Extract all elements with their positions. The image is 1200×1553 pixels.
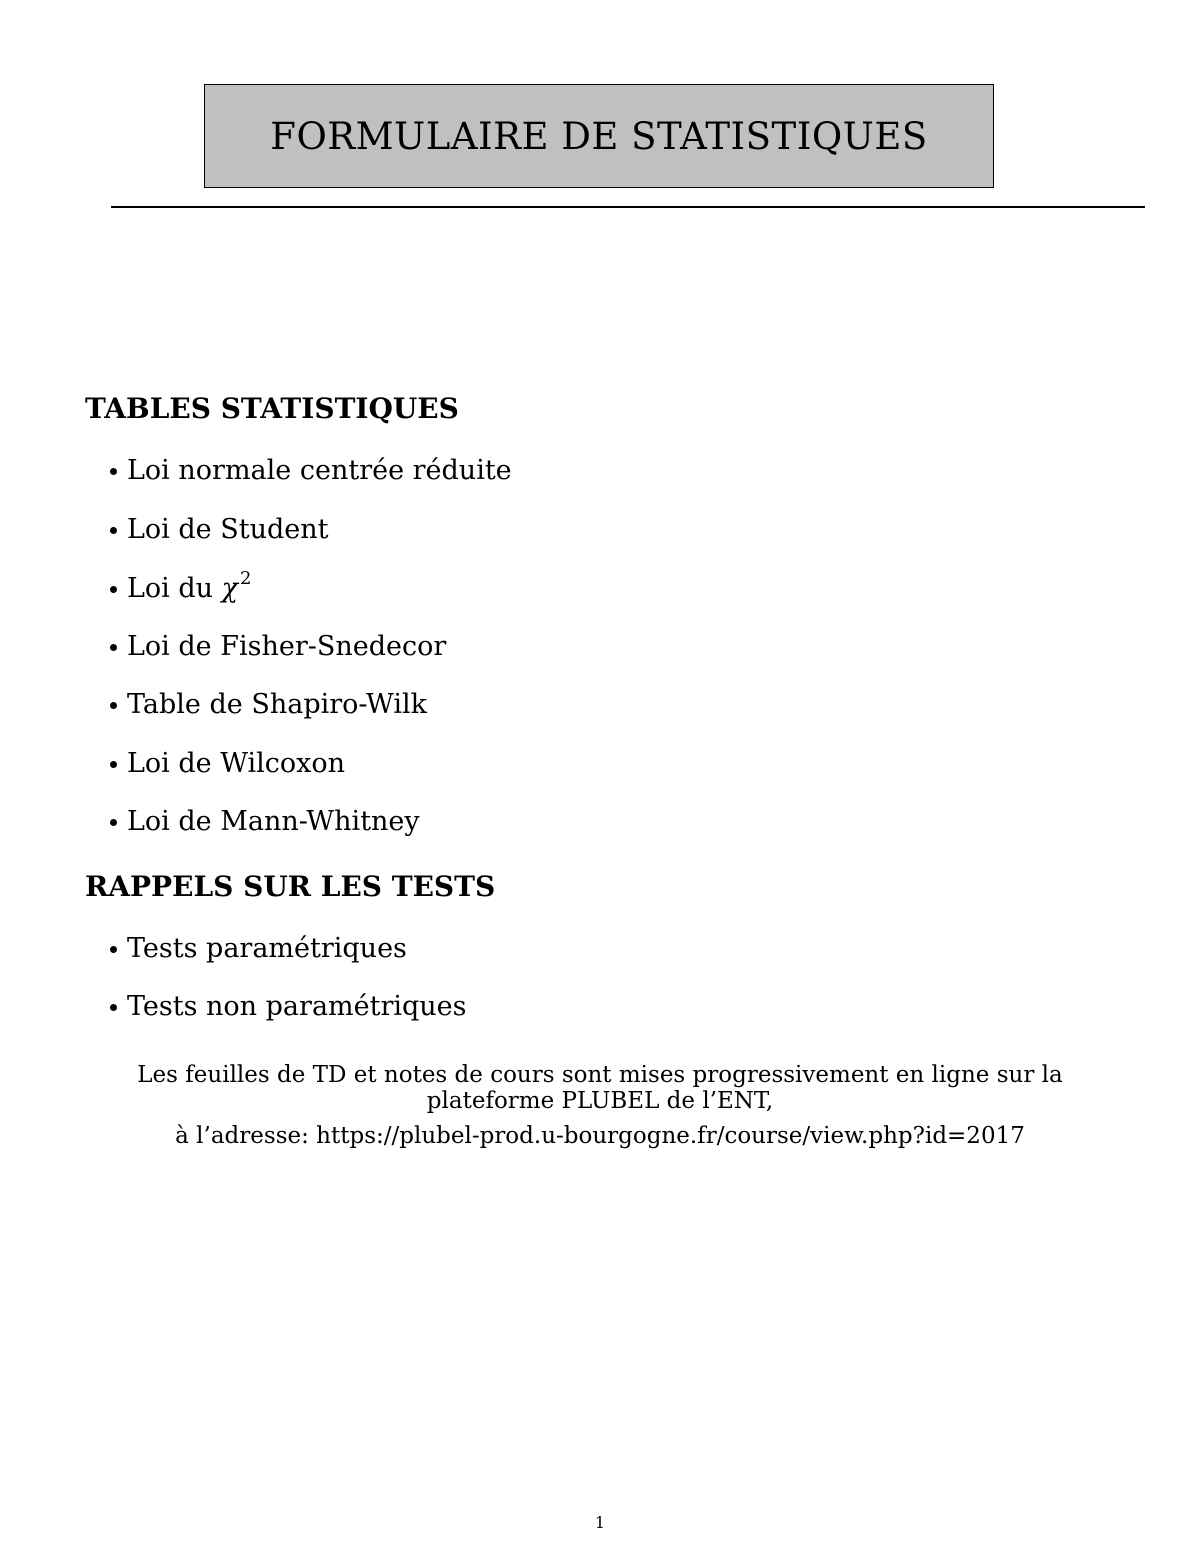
bullet-icon xyxy=(110,761,117,768)
note-line-2: plateforme PLUBEL de l’ENT, xyxy=(426,1088,774,1114)
title-box xyxy=(204,84,994,188)
list-item-label: Loi de Student xyxy=(127,514,329,545)
list-item-label: Loi normale centrée réduite xyxy=(127,455,512,486)
horizontal-rule xyxy=(111,206,1145,208)
bullet-icon xyxy=(110,586,117,593)
list-item xyxy=(110,631,446,662)
list-item-label: Loi de Fisher-Snedecor xyxy=(127,631,447,662)
superscript: 2 xyxy=(240,568,252,589)
bullet-icon xyxy=(110,1004,117,1011)
note-line-3: à l’adresse: https://plubel-prod.u-bourgogne.fr/course/view.php?id=2017 xyxy=(175,1123,1025,1149)
list-item-label: Loi du xyxy=(127,573,222,604)
bullet-icon xyxy=(110,468,117,475)
list-item xyxy=(110,568,252,604)
list-item xyxy=(110,455,512,486)
page-title: FORMULAIRE DE STATISTIQUES xyxy=(270,114,928,158)
list-item xyxy=(110,806,420,837)
bullet-icon xyxy=(110,946,117,953)
list-item xyxy=(110,689,427,720)
list-item xyxy=(110,933,407,964)
chi-symbol: χ xyxy=(221,573,239,604)
list-item-label: Tests non paramétriques xyxy=(127,991,467,1022)
bullet-icon xyxy=(110,527,117,534)
bullet-icon xyxy=(110,702,117,709)
section-heading-tables: TABLES STATISTIQUES xyxy=(85,392,459,425)
section-heading-tests: RAPPELS SUR LES TESTS xyxy=(85,870,496,903)
bullet-icon xyxy=(110,819,117,826)
page-number: 1 xyxy=(594,1513,606,1532)
list-item xyxy=(110,748,345,779)
list-item-label: Loi de Wilcoxon xyxy=(127,748,346,779)
list-item-label: Loi de Mann-Whitney xyxy=(127,806,420,837)
list-item xyxy=(110,514,329,545)
list-item-label: Table de Shapiro-Wilk xyxy=(127,689,427,720)
list-item-label: Tests paramétriques xyxy=(127,933,407,964)
bullet-icon xyxy=(110,644,117,651)
list-item xyxy=(110,991,467,1022)
note-line-1: Les feuilles de TD et notes de cours sont mises progressivement en ligne sur la xyxy=(137,1062,1063,1088)
